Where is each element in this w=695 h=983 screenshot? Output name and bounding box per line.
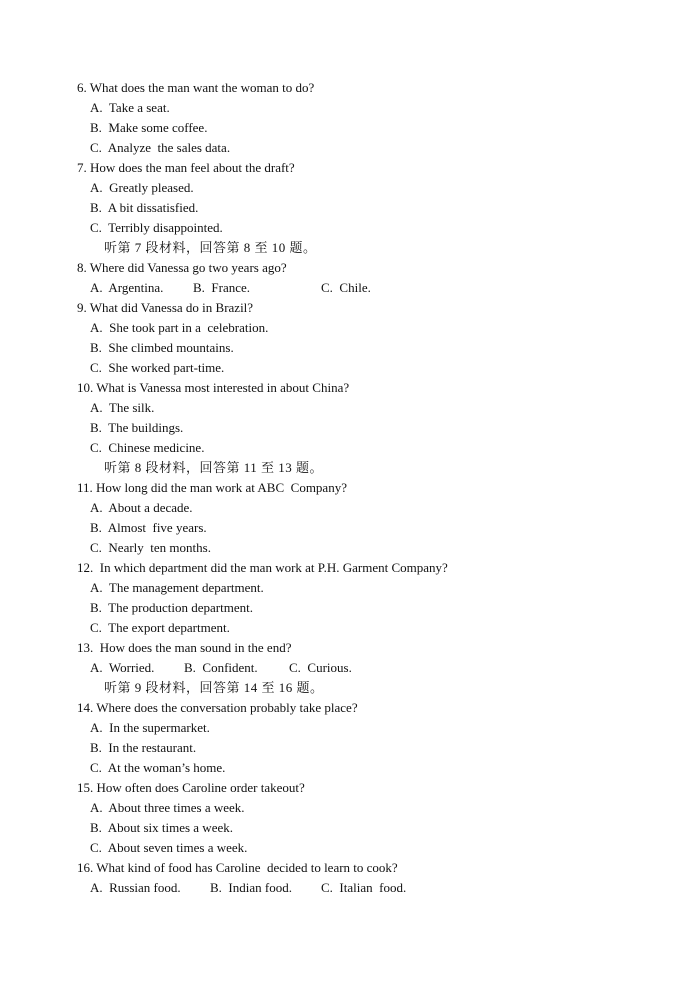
question-14-option-c: C. At the woman’s home. <box>90 760 226 775</box>
question-10-option-c: C. Chinese medicine. <box>90 440 205 455</box>
section-heading-7: 听第 7 段材料，回答第 8 至 10 题。 <box>104 240 317 255</box>
question-7-stem: 7. How does the man feel about the draft? <box>77 160 295 175</box>
question-15-option-c: C. About seven times a week. <box>90 840 248 855</box>
question-13-option-a: A. Worried. <box>90 660 155 675</box>
question-16-stem: 16. What kind of food has Caroline decided to learn to cook? <box>77 860 398 875</box>
section-heading-9: 听第 9 段材料，回答第 14 至 16 题。 <box>104 680 324 695</box>
question-11-option-c: C. Nearly ten months. <box>90 540 211 555</box>
question-12-stem: 12. In which department did the man work at P.H. Garment Company? <box>77 560 448 575</box>
section-heading-8: 听第 8 段材料，回答第 11 至 13 题。 <box>104 460 324 475</box>
question-13-options <box>0 658 695 678</box>
question-15-stem: 15. How often does Caroline order takeout? <box>77 780 305 795</box>
question-7-option-c: C. Terribly disappointed. <box>90 220 223 235</box>
question-16-option-c: C. Italian food. <box>321 880 407 895</box>
question-7-option-a: A. Greatly pleased. <box>90 180 194 195</box>
question-7-option-b: B. A bit dissatisfied. <box>90 200 199 215</box>
question-16-option-a: A. Russian food. <box>90 880 181 895</box>
question-16-options <box>0 878 695 898</box>
question-14-option-b: B. In the restaurant. <box>90 740 197 755</box>
question-8-option-a: A. Argentina. <box>90 280 164 295</box>
question-16-option-b: B. Indian food. <box>210 880 292 895</box>
question-11-stem: 11. How long did the man work at ABC Company? <box>77 480 347 495</box>
question-14-stem: 14. Where does the conversation probably take place? <box>77 700 358 715</box>
question-12-option-c: C. The export department. <box>90 620 230 635</box>
question-6-option-a: A. Take a seat. <box>90 100 170 115</box>
question-9-option-c: C. She worked part-time. <box>90 360 225 375</box>
question-11-option-a: A. About a decade. <box>90 500 193 515</box>
question-9-stem: 9. What did Vanessa do in Brazil? <box>77 300 254 315</box>
question-11-option-b: B. Almost five years. <box>90 520 207 535</box>
question-13-option-c: C. Curious. <box>289 660 352 675</box>
question-14-option-a: A. In the supermarket. <box>90 720 210 735</box>
question-9-option-b: B. She climbed mountains. <box>90 340 234 355</box>
question-6-option-c: C. Analyze the sales data. <box>90 140 231 155</box>
question-10-option-b: B. The buildings. <box>90 420 184 435</box>
question-8-option-c: C. Chile. <box>321 280 371 295</box>
question-15-option-a: A. About three times a week. <box>90 800 245 815</box>
question-13-option-b: B. Confident. <box>184 660 258 675</box>
question-10-option-a: A. The silk. <box>90 400 155 415</box>
question-12-option-a: A. The management department. <box>90 580 264 595</box>
question-9-option-a: A. She took part in a celebration. <box>90 320 269 335</box>
question-8-options <box>0 278 695 298</box>
question-10-stem: 10. What is Vanessa most interested in about China? <box>77 380 350 395</box>
question-6-option-b: B. Make some coffee. <box>90 120 208 135</box>
question-13-stem: 13. How does the man sound in the end? <box>77 640 292 655</box>
question-8-option-b: B. France. <box>193 280 251 295</box>
question-6-stem: 6. What does the man want the woman to do? <box>77 80 315 95</box>
question-15-option-b: B. About six times a week. <box>90 820 233 835</box>
question-8-stem: 8. Where did Vanessa go two years ago? <box>77 260 287 275</box>
question-12-option-b: B. The production department. <box>90 600 253 615</box>
